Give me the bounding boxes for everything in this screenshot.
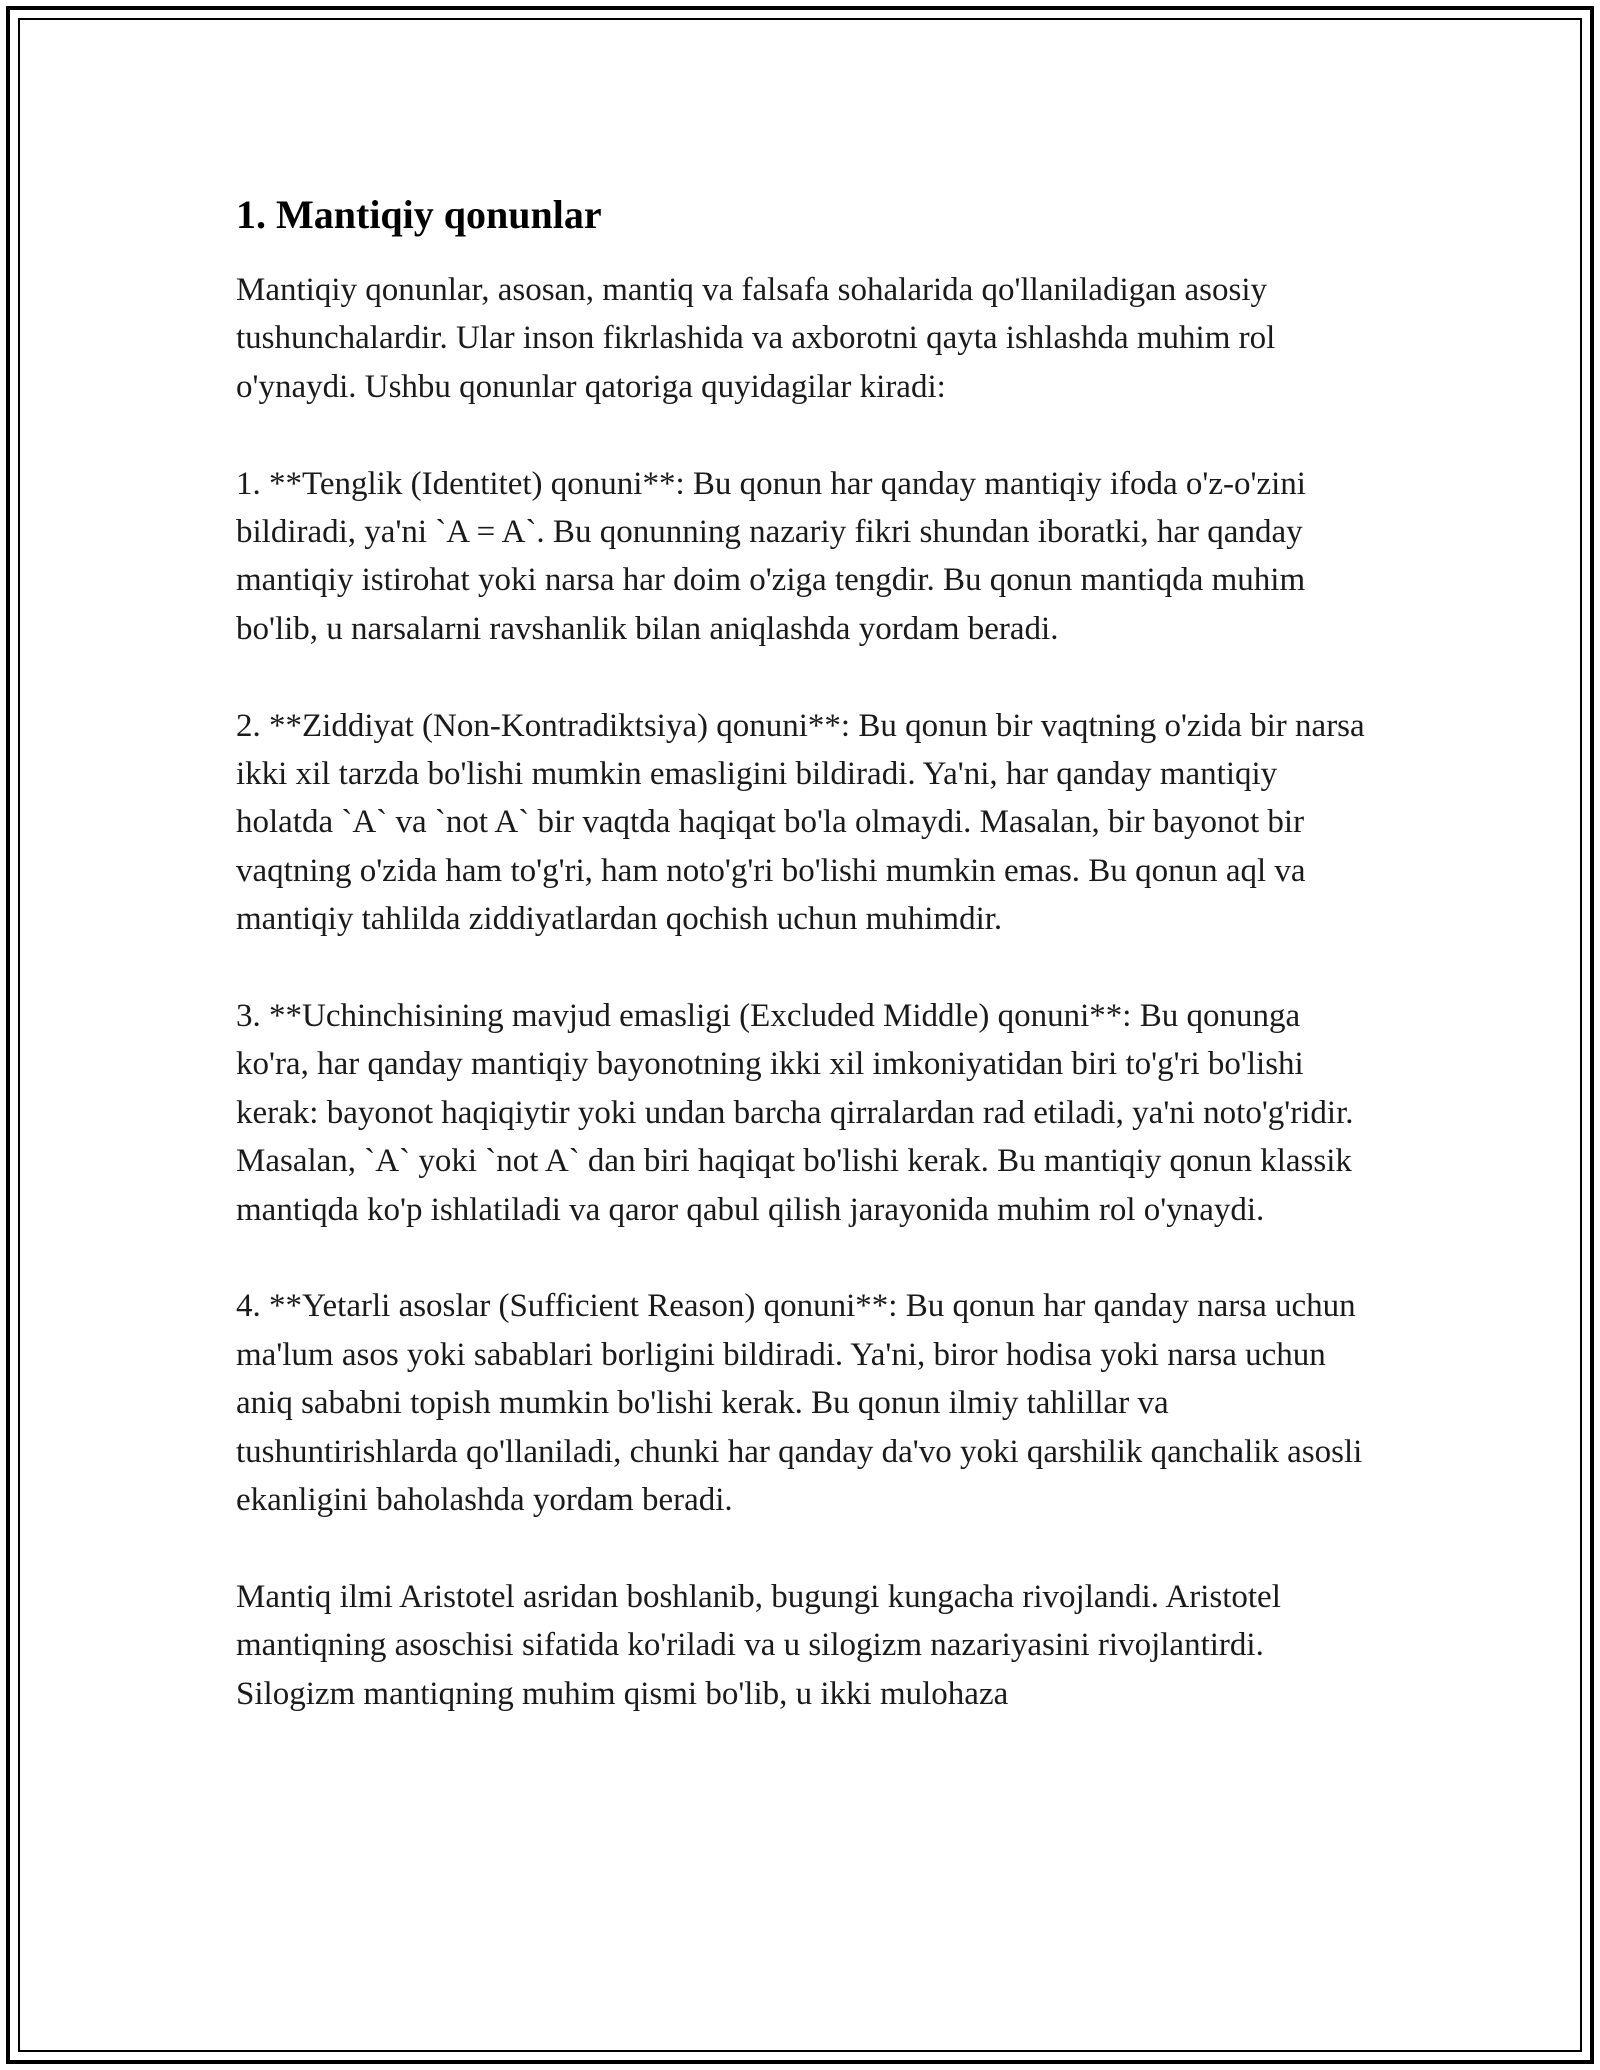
paragraph-identity-law: 1. **Tenglik (Identitet) qonuni**: Bu qonun har qanday mantiqiy ifoda o'z-o'zini bildiradi, ya'ni `A = A`. Bu qonunning nazariy fikri shundan iboratki, har qanday mantiqiy istirohat yoki narsa har doim o'ziga tengdir. Bu qonun mantiqda muhim bo'lib, u narsalarni ravshanlik bilan aniqlashda yordam beradi. (236, 465, 1306, 647)
paragraph-excluded-middle-law: 3. **Uchinchisining mavjud emasligi (Excluded Middle) qonuni**: Bu qonunga ko'ra, har qanday mantiqiy bayonotning ikki xil imkoniyatidan biri to'g'ri bo'lishi kerak: bayonot haqiqiytir yoki undan barcha qirralardan rad etiladi, ya'ni noto'g'ridir. Masalan, `A` yoki `not A` dan biri haqiqat bo'lishi kerak. Bu mantiqiy qonun klassik mantiqda ko'p ishlatiladi va qaror qabul qilish jarayonida muhim rol o'ynaydi. (236, 998, 1354, 1228)
paragraph-sufficient-reason-law: 4. **Yetarli asoslar (Sufficient Reason) qonuni**: Bu qonun har qanday narsa uchun ma'lum asos yoki sabablari borligini bildiradi. Ya'ni, biror hodisa yoki narsa uchun aniq sababni topish mumkin bo'lishi kerak. Bu qonun ilmiy tahlillar va tushuntirishlarda qo'llaniladi, chunki har qanday da'vo yoki qarshilik qanchalik asosli ekanligini baholashda yordam beradi. (236, 1288, 1363, 1519)
document-title: 1. Mantiqiy qonunlar (236, 192, 602, 237)
paragraph-aristotle: Mantiq ilmi Aristotel asridan boshlanib, bugungi kungacha rivojlandi. Aristotel mantiqning asoschisi sifatida ko'riladi va u silogizm nazariyasini rivojlantirdi. Silogizm mantiqning muhim qismi bo'lib, u ikki mulohaza (236, 1578, 1281, 1712)
document-body (236, 188, 1366, 1767)
paragraph-non-contradiction-law: 2. **Ziddiyat (Non-Kontradiktsiya) qonuni**: Bu qonun bir vaqtning o'zida bir narsa ikki xil tarzda bo'lishi mumkin emasligini bildiradi. Ya'ni, har qanday mantiqiy holatda `A` va `not A` bir vaqtda haqiqat bo'la olmaydi. Masalan, bir bayonot bir vaqtning o'zida ham to'g'ri, ham noto'g'ri bo'lishi mumkin emas. Bu qonun aql va mantiqiy tahlilda ziddiyatlardan qochish uchun muhimdir. (236, 707, 1365, 938)
paragraph-intro: Mantiqiy qonunlar, asosan, mantiq va falsafa sohalarida qo'llaniladigan asosiy tushunchalardir. Ular inson fikrlashida va axborotni qayta ishlashda muhim rol o'ynaydi. Ushbu qonunlar qatoriga quyidagilar kiradi: (236, 272, 1276, 405)
